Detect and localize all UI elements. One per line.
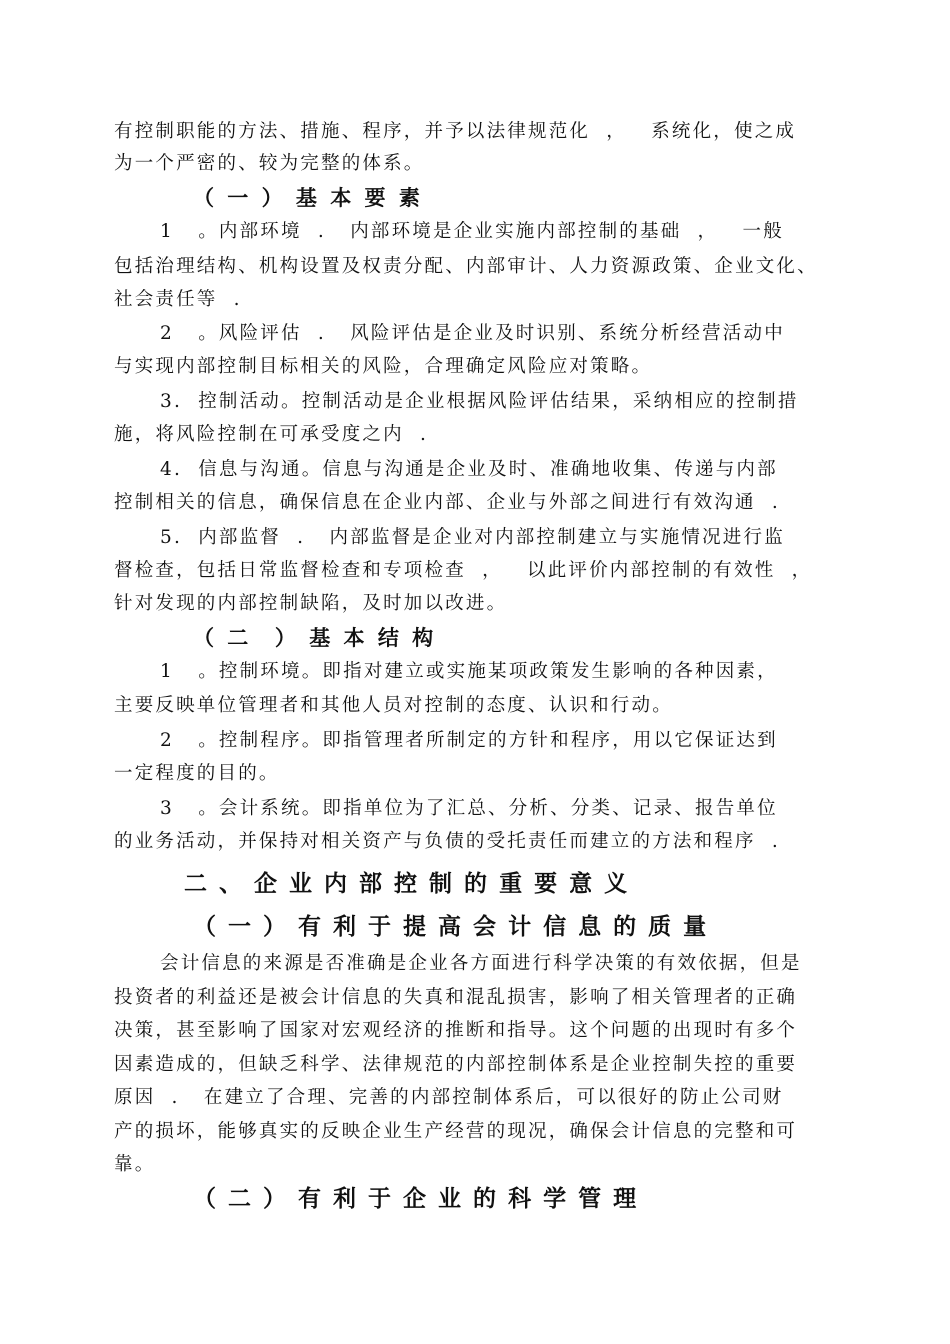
text-line: 针对发现的内部控制缺陷，及时加以改进。	[114, 593, 508, 614]
text-line: 4. 信息与沟通。信息与沟通是企业及时、准确地收集、传递与内部	[160, 459, 778, 480]
section-heading: （ 二 ） 有 利 于 企 业 的 科 学 管 理	[193, 1186, 637, 1212]
text-line: 主要反映单位管理者和其他人员对控制的态度、认识和行动。	[114, 695, 673, 716]
text-line: 2 。控制程序。即指管理者所制定的方针和程序，用以它保证达到	[160, 730, 778, 751]
text-line: 因素造成的，但缺乏科学、法律规范的内部控制体系是企业控制失控的重要	[114, 1054, 798, 1075]
text-line: 1 。内部环境 . 内部环境是企业实施内部控制的基础 ， 一般	[160, 221, 784, 242]
text-line: 与实现内部控制目标相关的风险，合理确定风险应对策略。	[114, 356, 653, 377]
text-line: 原因 . 在建立了合理、完善的内部控制体系后，可以很好的防止公司财	[114, 1087, 784, 1108]
section-heading: （ 一 ） 有 利 于 提 高 会 计 信 息 的 质 量	[193, 914, 707, 940]
section-heading: （ 一 ） 基 本 要 素	[193, 186, 420, 210]
text-line: 会计信息的来源是否准确是企业各方面进行科学决策的有效依据，但是	[160, 953, 802, 974]
text-line: 投资者的利益还是被会计信息的失真和混乱损害，影响了相关管理者的正确	[114, 987, 798, 1008]
text-line: 靠。	[114, 1154, 156, 1175]
text-line: 1 。控制环境。即指对建立或实施某项政策发生影响的各种因素，	[160, 661, 778, 682]
text-line: 2 。风险评估 . 风险评估是企业及时识别、系统分析经营活动中	[160, 323, 785, 344]
text-line: 一定程度的目的。	[114, 763, 280, 784]
text-line: 社会责任等 .	[114, 289, 242, 310]
section-heading: （ 二 ） 基 本 结 构	[193, 626, 434, 650]
text-line: 3. 控制活动。控制活动是企业根据风险评估结果，采纳相应的控制措	[160, 391, 799, 412]
text-line: 的业务活动，并保持对相关资产与负债的受托责任而建立的方法和程序 .	[114, 831, 780, 852]
text-line: 控制相关的信息，确保信息在企业内部、企业与外部之间进行有效沟通 .	[114, 492, 780, 513]
text-line: 决策，甚至影响了国家对宏观经济的推断和指导。这个问题的出现时有多个	[114, 1020, 798, 1041]
text-line: 包括治理结构、机构设置及权责分配、内部审计、人力资源政策、企业文化、	[114, 256, 818, 277]
text-line: 5. 内部监督 . 内部监督是企业对内部控制建立与实施情况进行监	[160, 527, 785, 548]
text-line: 施，将风险控制在可承受度之内 .	[114, 424, 429, 445]
chapter-heading: 二 、 企 业 内 部 控 制 的 重 要 意 义	[184, 871, 628, 897]
text-line: 3 。会计系统。即指单位为了汇总、分析、分类、记录、报告单位	[160, 798, 778, 819]
text-line: 产的损坏，能够真实的反映企业生产经营的现况，确保会计信息的完整和可	[114, 1121, 798, 1142]
text-line: 为一个严密的、较为完整的体系。	[114, 153, 425, 174]
text-line: 有控制职能的方法、措施、程序，并予以法律规范化 ， 系统化，使之成	[114, 121, 797, 142]
text-line: 督检查，包括日常监督检查和专项检查 ， 以此评价内部控制的有效性 ，	[114, 560, 813, 581]
